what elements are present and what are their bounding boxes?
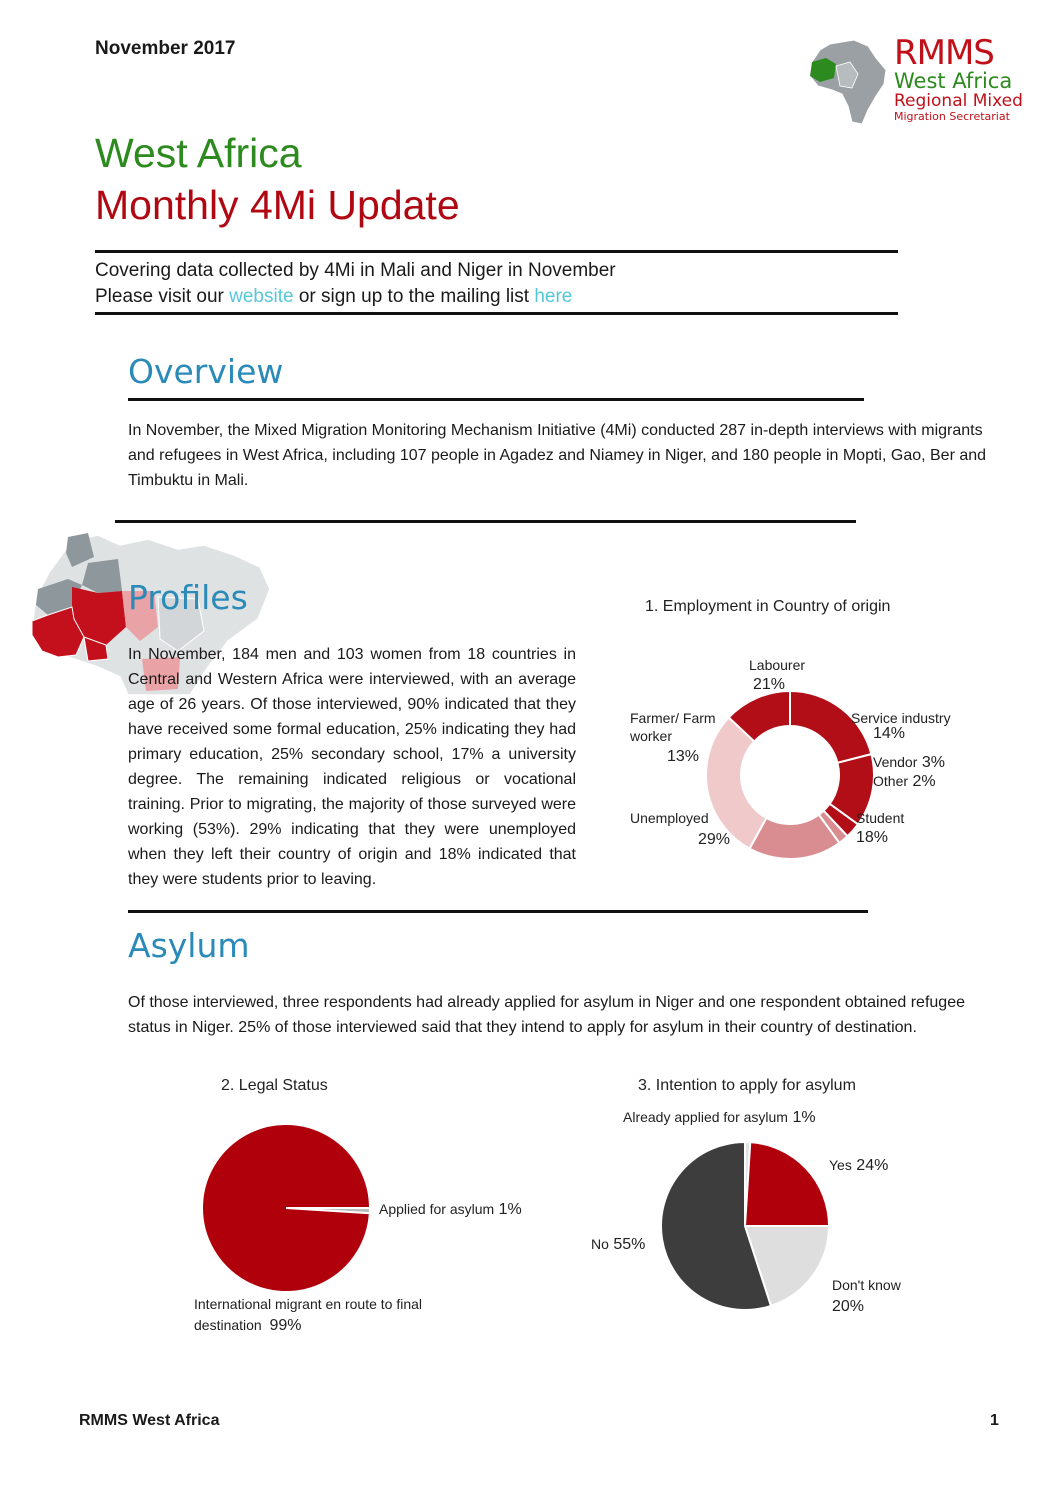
report-date: November 2017 [95,38,236,59]
chart1-value-unemployed: 29% [698,831,731,848]
legal-status-pie-chart [196,1118,376,1298]
chart3-yes [829,1156,888,1175]
cover-line-1: Covering data collected by 4Mi in Mali and Niger in November [95,260,616,281]
chart2-applied [379,1200,522,1219]
chart1-label-student: Student [856,810,905,826]
logo-rmms: RMMS [894,33,994,73]
footer-org: RMMS West Africa [79,1412,220,1429]
cover-line-2-mid: or sign up to the mailing list [293,286,535,307]
chart1-label-other: Other [873,773,909,789]
chart1-value-farmer: 13% [667,748,700,765]
chart1-value-other: 2% [912,773,936,790]
chart1-label-unemployed: Unemployed [630,810,709,826]
africa-map-logo-icon [806,36,894,128]
chart3-value-no: 55% [613,1236,646,1253]
cover-line-2-prefix: Please visit our [95,286,230,307]
chart2-value-applied: 1% [498,1201,522,1218]
chart1-label-labourer: Labourer [749,657,806,673]
chart3-title: 3. Intention to apply for asylum [638,1077,856,1094]
overview-rule [128,398,864,401]
title-west-africa: West Africa [95,130,302,176]
header-rule-top [95,250,898,253]
chart1-label-vendor: Vendor [873,754,918,770]
section-rule-profiles [115,520,856,523]
chart3-slice-yes [745,1142,829,1226]
page-number: 1 [990,1412,999,1429]
cover-line-2 [95,284,616,310]
chart1-value-labourer: 21% [753,676,786,693]
asylum-text: Of those interviewed, three respondents had already applied for asylum in Niger and one respondent obtained refugee status in Niger. 25% of those interviewed said that they intend to apply for asylum in their country of destination. [128,994,965,1036]
chart2-migrant [194,1294,434,1336]
chart2-title: 2. Legal Status [221,1077,328,1094]
mailing-list-link[interactable]: here [534,286,573,307]
chart2-label-applied: Applied for asylum [379,1201,495,1217]
rmms-logo [806,33,1030,128]
chart3-value-yes: 24% [856,1157,889,1174]
chart2-label-migrant: International migrant en route to final destination [194,1296,423,1333]
logo-west-africa: West Africa [894,69,1013,93]
chart3-already [623,1108,816,1127]
title-monthly-update: Monthly 4Mi Update [95,182,460,228]
chart1-vendor [873,753,945,772]
chart1-value-vendor: 3% [921,754,945,771]
section-rule-asylum [128,910,868,913]
chart3-label-already: Already applied for asylum [623,1109,788,1125]
chart2-slice-international-migrant-en-route-to-final-destination [202,1124,370,1292]
logo-regional-mixed: Regional Mixed [894,91,1023,111]
header-rule-bottom [95,312,898,315]
asylum-heading: Asylum [128,926,250,965]
chart1-value-student: 18% [856,829,889,846]
chart1-title: 1. Employment in Country of origin [645,598,891,615]
chart3-value-dontknow: 20% [832,1298,865,1315]
cover-text [95,258,616,310]
overview-heading: Overview [128,352,284,391]
chart2-value-migrant: 99% [269,1317,302,1334]
website-link[interactable]: website [229,286,294,307]
chart1-other [873,772,936,791]
overview-text: In November, the Mixed Migration Monitoring Mechanism Initiative (4Mi) conducted 287 in-depth interviews with migrants and refugees in West Africa, including 107 people in Agadez and Niamey in Niger, and 180 people in Mopti, Gao, Ber and Timbuktu in Mali. [128,422,987,489]
chart1-value-service: 14% [873,725,906,742]
profiles-text: In November, 184 men and 103 women from 18 countries in Central and Western Africa were interviewed, with an average age of 26 years. Of those interviewed, 90% indicated that they have received some formal education, 25% indicating they had primary education, 25% secondary school, 17% a university degree. The remaining indicated religious or vocational training. Prior to migrating, the majority of those surveyed were working (53%). 29% indicating that they were unemployed when they left their country of origin and 18% indicated that they were students prior to leaving. [128,646,576,888]
chart3-label-yes: Yes [829,1157,852,1173]
chart3-label-no: No [591,1236,609,1252]
intention-asylum-pie-chart [655,1136,835,1316]
profiles-heading: Profiles [128,578,248,617]
chart3-no [591,1235,645,1254]
chart1-label-service: Service industry [851,710,951,726]
chart1-label-farmer: Farmer/ Farm worker [630,710,716,744]
chart3-label-dontknow: Don't know [832,1277,901,1293]
chart3-value-already: 1% [792,1109,816,1126]
logo-migration-secretariat: Migration Secretariat [894,110,1010,123]
